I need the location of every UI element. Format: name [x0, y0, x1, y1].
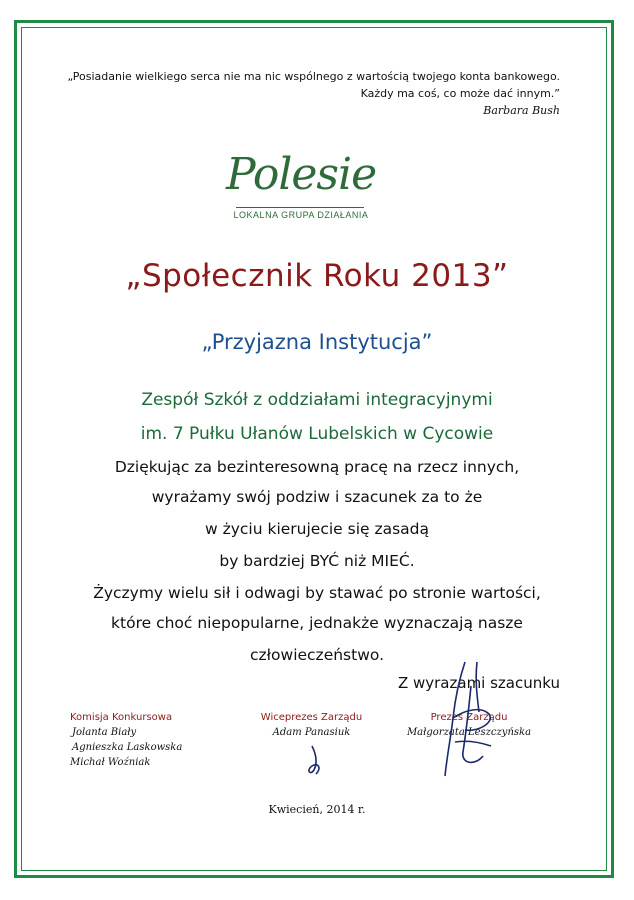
body-line-5: Życzymy wielu sił i odwagi by stawać po stronie wartości, — [93, 584, 541, 602]
award-title: „Społecznik Roku 2013” — [125, 258, 509, 294]
committee-member-1: Jolanta Biały — [72, 727, 137, 738]
logo-divider — [236, 207, 364, 208]
body-line-3: w życiu kierujecie się zasadą — [204, 520, 430, 538]
body-line-2: wyrażamy swój podziw i szacunek za to że — [151, 488, 483, 506]
signature-vice-president — [259, 710, 364, 740]
committee-member-3: Michał Woźniak — [70, 757, 151, 768]
committee-member-2: Agnieszka Laskowska — [72, 742, 183, 753]
recipient-line-2: im. 7 Pułku Ułanów Lubelskich w Cycowie — [140, 424, 494, 444]
quote-line-1: „Posiadanie wielkiego serca nie ma nic wspólnego z wartością twojego konta bankowego. — [67, 70, 560, 83]
vice-president-title: Wiceprezes Zarządu — [260, 712, 363, 723]
vice-president-signature-mark — [300, 740, 330, 780]
president-name: Małgorzata Leszczyńska — [406, 727, 532, 738]
committee-title: Komisja Konkursowa — [70, 712, 173, 723]
award-category: „Przyjazna Instytucja” — [201, 330, 433, 354]
president-signature-mark — [425, 656, 505, 786]
quote-line-2: Każdy ma coś, co może dać innym.” — [360, 87, 560, 100]
vice-president-name: Adam Panasiuk — [272, 727, 351, 738]
issue-date: Kwiecień, 2014 r. — [268, 803, 366, 816]
quote-author: Barbara Bush — [483, 104, 560, 117]
closing-regards: Z wyrazami szacunku — [397, 674, 560, 692]
body-line-4: by bardziej BYĆ niż MIEĆ. — [219, 552, 415, 570]
body-line-1: Dziękując za bezinteresowną pracę na rzecz innych, — [114, 458, 520, 476]
signature-committee — [70, 710, 182, 770]
body-line-7: człowieczeństwo. — [249, 646, 385, 664]
quote-block — [67, 68, 560, 119]
logo-wordmark: Polesie — [226, 149, 377, 200]
polesie-logo — [226, 146, 376, 228]
recipient-line-1: Zespół Szkół z oddziałami integracyjnymi — [141, 390, 493, 410]
logo-subtitle: LOKALNA GRUPA DZIAŁANIA — [233, 210, 369, 220]
body-line-6: które choć niepopularne, jednakże wyznaczają nasze — [111, 614, 523, 632]
president-title: Prezes Zarządu — [430, 712, 508, 723]
